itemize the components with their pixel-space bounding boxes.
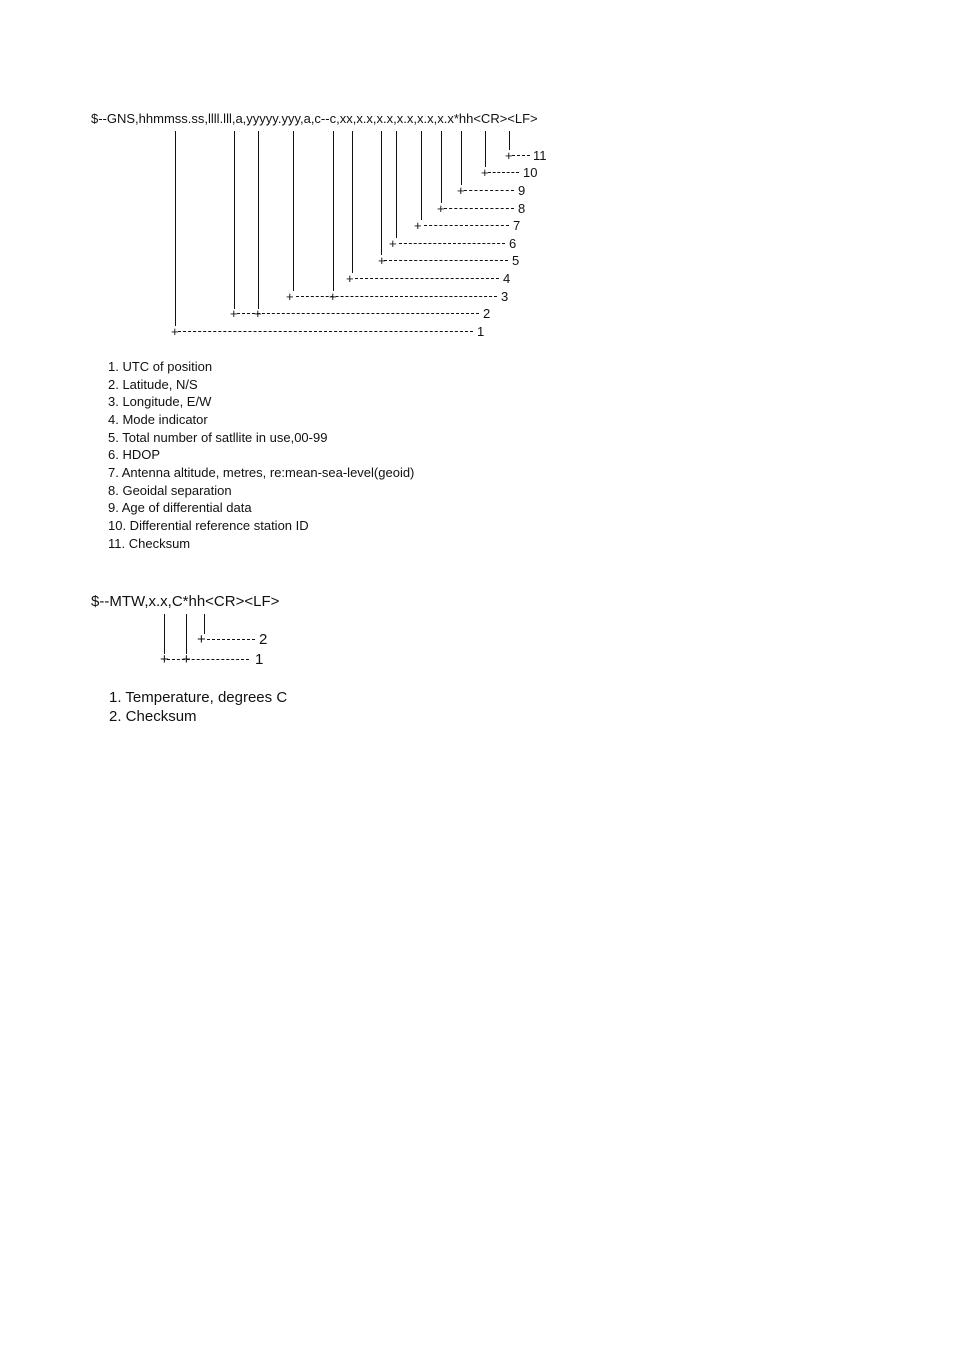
gns-field-3: 3. Longitude, E/W bbox=[108, 394, 212, 409]
gns-callout-4: 4 bbox=[503, 271, 511, 286]
gns-callout-9: 9 bbox=[518, 183, 526, 198]
gns-joint-7: + bbox=[414, 218, 422, 233]
gns-joint-4: + bbox=[346, 271, 354, 286]
gns-joint-3b: + bbox=[329, 289, 337, 304]
mtw-field-2: 2. Checksum bbox=[109, 708, 197, 725]
mtw-joint-1b: + bbox=[182, 651, 191, 668]
gns-joint-2b: + bbox=[254, 306, 262, 321]
gns-joint-6: + bbox=[389, 236, 397, 251]
gns-field-2: 2. Latitude, N/S bbox=[108, 377, 198, 392]
gns-joint-3a: + bbox=[286, 289, 294, 304]
gns-callout-6: 6 bbox=[509, 236, 517, 251]
mtw-sentence: $--MTW,x.x,C*hh<CR><LF> bbox=[91, 593, 280, 610]
mtw-field-1: 1. Temperature, degrees C bbox=[109, 689, 288, 706]
gns-field-8: 8. Geoidal separation bbox=[108, 483, 232, 498]
mtw-vline-1b bbox=[186, 614, 187, 654]
gns-callout-2: 2 bbox=[483, 306, 491, 321]
mtw-leader-1 bbox=[167, 659, 249, 660]
mtw-callout-1: 1 bbox=[255, 651, 264, 668]
gns-callout-5: 5 bbox=[512, 253, 520, 268]
gns-field-4: 4. Mode indicator bbox=[108, 412, 208, 427]
gns-joint-2a: + bbox=[230, 306, 238, 321]
mtw-vline-1a bbox=[164, 614, 165, 654]
gns-field-11: 11. Checksum bbox=[108, 536, 191, 551]
gns-field-5: 5. Total number of satllite in use,00-99 bbox=[108, 430, 328, 445]
gns-joint-11: + bbox=[505, 148, 513, 163]
gns-callout-1: 1 bbox=[477, 324, 485, 339]
gns-joint-1: + bbox=[171, 324, 179, 339]
mtw-joint-2: + bbox=[197, 631, 206, 648]
gns-callout-11: 11 bbox=[533, 148, 547, 163]
gns-field-6: 6. HDOP bbox=[108, 447, 161, 462]
mtw-leader-2 bbox=[207, 639, 255, 640]
gns-field-9: 9. Age of differential data bbox=[108, 500, 252, 515]
gns-sentence: $--GNS,hhmmss.ss,llll.lll,a,yyyyy.yyy,a,c--c,xx,x.x,x.x,x.x,x.x,x.x*hh<CR><LF> bbox=[91, 111, 538, 126]
mtw-joint-1a: + bbox=[160, 651, 169, 668]
gns-callout-8: 8 bbox=[518, 201, 526, 216]
gns-field-1: 1. UTC of position bbox=[108, 359, 213, 374]
gns-joint-8: + bbox=[437, 201, 445, 216]
gns-callout-7: 7 bbox=[513, 218, 521, 233]
gns-joint-9: + bbox=[457, 183, 465, 198]
mtw-callout-2: 2 bbox=[259, 631, 268, 648]
gns-callout-3: 3 bbox=[501, 289, 509, 304]
gns-field-7: 7. Antenna altitude, metres, re:mean-sea-level(geoid) bbox=[108, 465, 415, 480]
gns-field-10: 10. Differential reference station ID bbox=[108, 518, 309, 533]
gns-callout-10: 10 bbox=[523, 165, 538, 180]
gns-joint-10: + bbox=[481, 165, 489, 180]
gns-joint-5: + bbox=[378, 253, 386, 268]
